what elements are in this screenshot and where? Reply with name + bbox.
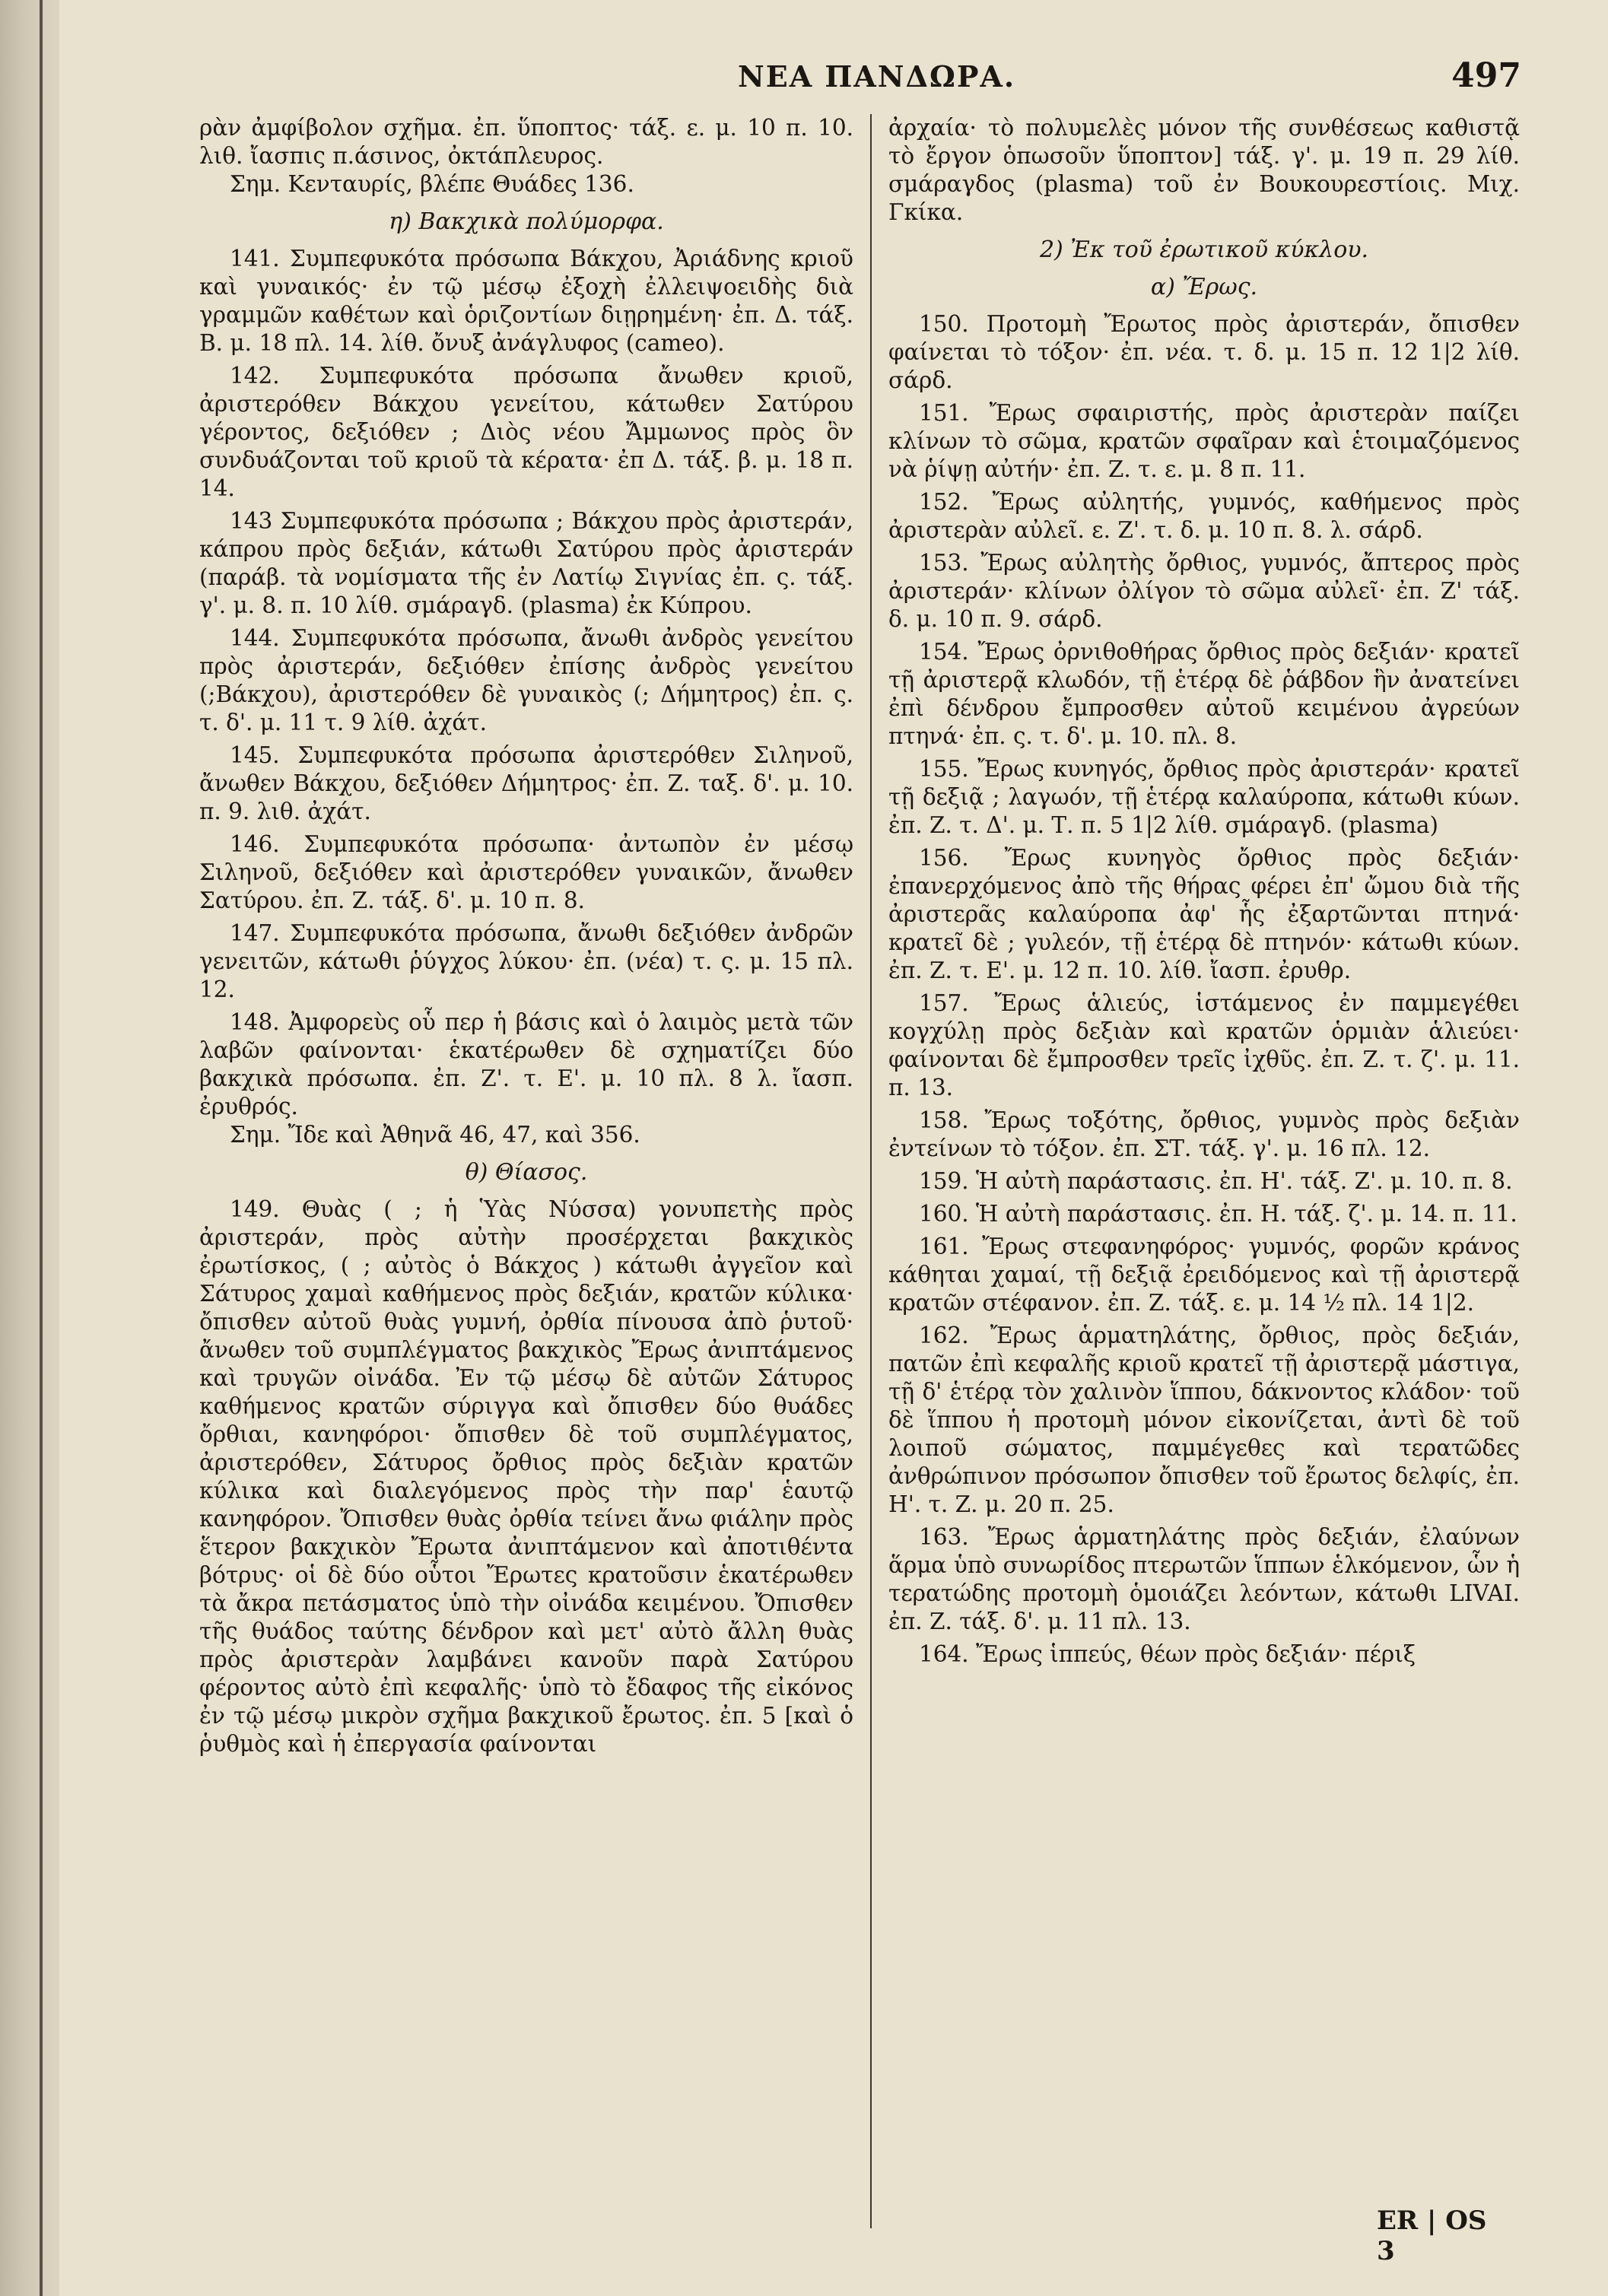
right-column [888, 114, 1520, 1669]
entry-paragraph: 164. Ἔρως ἱππεύς, θέων πρὸς δεξιάν· πέριξ [919, 1641, 1416, 1667]
entry-paragraph: 157. Ἔρως ἁλιεύς, ἱστάμενος ἐν παμμεγέθει κογχύλῃ πρὸς δεξιὰν καὶ κρατῶν ὁρμιὰν ἁλιεύει· φαίνονται δὲ ἔμπροσθεν τρεῖς ἰχθῦς. ἐπ. Ζ. τ. ζ'. μ. 11. π. 13. [888, 990, 1520, 1100]
entry-paragraph: 152. Ἔρως αὐλητής, γυμνός, καθήμενος πρὸς ἀριστερὰν αὐλεῖ. ε. Ζ'. τ. δ. μ. 10 π. 8. λ. σάρδ. [888, 489, 1520, 543]
entry-paragraph: ἀρχαία· τὸ πολυμελὲς μόνον τῆς συνθέσεως καθιστᾷ τὸ ἔργον ὁπωσοῦν ὕποπτον] τάξ. γ'. μ. 19 π. 29 λίθ. σμάραγδος (plasma) τοῦ ἐν Βουκουρεστίοις. Μιχ. Γκίκα. [888, 115, 1520, 225]
book-spine [0, 0, 59, 2296]
entry-paragraph: 150. Προτομὴ Ἔρωτος πρὸς ἀριστεράν, ὄπισθεν φαίνεται τὸ τόξον· ἐπ. νέα. τ. δ. μ. 15 π. 12 1|2 λίθ. σάρδ. [888, 311, 1520, 393]
column-divider [870, 114, 872, 2228]
entry-paragraph: 148. Ἀμφορεὺς οὗ περ ἡ βάσις καὶ ὁ λαιμὸς μετὰ τῶν λαβῶν φαίνονται· ἑκατέρωθεν δὲ σχηματίζει δύο βακχικὰ πρόσωπα. ἐπ. Ζ'. τ. Ε'. μ. 10 πλ. 8 λ. ἴασπ. ἐρυθρός. [199, 1009, 853, 1119]
section-heading: θ) Θίασος. [465, 1159, 588, 1186]
entry-paragraph: 143 Συμπεφυκότα πρόσωπα ; Βάκχου πρὸς ἀριστεράν, κάπρου πρὸς δεξιάν, κάτωθι Σατύρου πρὸς ἀριστεράν (παράβ. τὰ νομίσματα τῆς ἐν Λατίῳ Σιγνίας ἐπ. ς. τάξ. γ'. μ. 8. π. 10 λίθ. σμάραγδ. (plasma) ἐκ Κύπρου. [199, 508, 853, 618]
note-paragraph: Σημ. Ἴδε καὶ Ἀθηνᾶ 46, 47, καὶ 356. [230, 1122, 640, 1148]
section-heading: η) Βακχικὰ πολύμορφα. [389, 208, 664, 235]
entry-paragraph: 153. Ἔρως αὐλητὴς ὄρθιος, γυμνός, ἄπτερος πρὸς ἀριστεράν· κλίνων ὀλίγον τὸ σῶμα αὐλεῖ· ἐπ. Ζ' τάξ. δ. μ. 10 π. 9. σάρδ. [888, 550, 1520, 632]
entry-paragraph: 149. Θυὰς ( ; ἡ Ὑὰς Νύσσα) γονυπετὴς πρὸς ἀριστεράν, πρὸς αὐτὴν προσέρχεται βακχικὸς ἐρωτίσκος, ( ; αὐτὸς ὁ Βάκχος ) κάτωθι ἀγγεῖον καὶ Σάτυρος χαμαὶ καθήμενος πρὸς δεξιάν, κρατῶν κύλικα· ὄπισθεν αὐτοῦ θυὰς γυμνή, ὀρθία πίνουσα ἀπὸ ῥυτοῦ· ἄνωθεν τοῦ συμπλέγματος βακχικὸς Ἔρως ἀνιπτάμενος καὶ τρυγῶν οἰνάδα. Ἐν τῷ μέσῳ δὲ αὐτῶν Σάτυρος καθήμενος κρατῶν σύριγγα καὶ ὄπισθεν δύο θυάδες ὄρθιαι, κανηφόροι· ὄπισθεν δὲ τοῦ συμπλέγματος, ἀριστερόθεν, Σάτυρος ὄρθιος πρὸς δεξιὰν κρατῶν κύλικα καὶ διαλεγόμενος πρὸς τὴν παρ' ἑαυτῷ κανηφόρον. Ὄπισθεν θυὰς ὀρθία τείνει ἄνω φιάλην πρὸς ἕτερον βακχικὸν Ἔρωτα ἀνιπτάμενον καὶ ἀποτιθέντα βότρυς· οἱ δὲ δύο οὗτοι Ἔρωτες κρατοῦσιν ἑκατέρωθεν τὰ ἄκρα πετάσματος ὑπὸ τὴν οἰνάδα κειμένου. Ὄπισθεν τῆς θυάδος ταύτης δένδρον καὶ μετ' αὐτὸ ἄλλη θυὰς πρὸς ἀριστερὰν λαμβάνει κανοῦν παρὰ Σατύρου φέροντος αὐτὸ ἐπὶ κεφαλῆς· ὑπὸ τὸ ἔδαφος τῆς εἰκόνος ἐν τῷ μέσῳ μικρὸν σχῆμα βακχικοῦ ἔρωτος. ἐπ. 5 [καὶ ὁ ῥυθμὸς καὶ ἡ ἐπεργασία φαίνονται [199, 1196, 853, 1757]
entry-paragraph: 155. Ἔρως κυνηγός, ὄρθιος πρὸς ἀριστεράν· κρατεῖ τῇ δεξιᾷ ; λαγωόν, τῇ ἑτέρᾳ καλαύροπα, κάτωθι κύων. ἐπ. Ζ. τ. Δ'. μ. Τ. π. 5 1|2 λίθ. σμάραγδ. (plasma) [888, 756, 1520, 838]
running-title: ΝΕΑ ΠΑΝΔΩΡΑ. [738, 59, 1016, 94]
section-heading: α) Ἔρως. [1150, 274, 1258, 300]
entry-paragraph: ρὰν ἀμφίβολον σχῆμα. ἐπ. ὕποπτος· τάξ. ε. μ. 10 π. 10. λιθ. ἴασπις π.άσινος, ὀκτάπλευρος. [199, 115, 853, 169]
entry-paragraph: 156. Ἔρως κυνηγὸς ὄρθιος πρὸς δεξιάν· ἐπανερχόμενος ἀπὸ τῆς θήρας φέρει ἐπ' ὤμου διὰ τῆς ἀριστερᾶς καλαύροπα ἀφ' ἧς ἐξαρτῶνται πτηνά· κρατεῖ δὲ ; γυλεόν, τῇ ἑτέρᾳ δὲ πτηνόν· κάτωθι κύων. ἐπ. Ζ. τ. Ε'. μ. 12 π. 10. λίθ. ἴασπ. ἐρυθρ. [888, 845, 1520, 983]
entry-paragraph: 147. Συμπεφυκότα πρόσωπα, ἄνωθι δεξιόθεν ἀνδρῶν γενειτῶν, κάτωθι ῥύγχος λύκου· ἐπ. (νέα) τ. ς. μ. 15 πλ. 12. [199, 920, 853, 1002]
entry-paragraph: 160. Ἡ αὐτὴ παράστασις. ἐπ. Η. τάξ. ζ'. μ. 14. π. 11. [919, 1201, 1517, 1227]
entry-paragraph: 162. Ἔρως ἁρματηλάτης, ὄρθιος, πρὸς δεξιάν, πατῶν ἐπὶ κεφαλῆς κριοῦ κρατεῖ τῇ ἀριστερᾷ μάστιγα, τῇ δ' ἑτέρᾳ τὸν χαλινὸν ἵππου, δάκνοντος κλάδον· τοῦ δὲ ἵππου ἡ προτομὴ μόνον εἰκονίζεται, ἀντὶ δὲ τοῦ λοιποῦ σώματος, παμμέγεθες καὶ τερατῶδες ἀνθρώπινον πρόσωπον ὄπισθεν τοῦ ἔρωτος δελφίς, ἐπ. Η'. τ. Ζ. μ. 20 π. 25. [888, 1323, 1520, 1517]
entry-paragraph: 154. Ἔρως ὀρνιθοθήρας ὄρθιος πρὸς δεξιάν· κρατεῖ τῇ ἀριστερᾷ κλωδόν, τῇ ἑτέρᾳ δὲ ῥάβδον ἣν ἀνατείνει ἐπὶ δένδρου ἔμπροσθεν αὐτοῦ κειμένου ἀγρεύων πτηνά· ἐπ. ς. τ. δ'. μ. 10. πλ. 8. [888, 639, 1520, 749]
entry-paragraph: 163. Ἔρως ἁρματηλάτης πρὸς δεξιάν, ἐλαύνων ἅρμα ὑπὸ συνωρίδος πτερωτῶν ἵππων ἑλκόμενον, ὧν ἡ τερατώδης προτομὴ ὁμοιάζει λεόντων, κάτωθι LIVAI. ἐπ. Ζ. τάξ. δ'. μ. 11 πλ. 13. [888, 1524, 1520, 1634]
gutter-line [40, 0, 43, 2296]
entry-paragraph: 159. Ἡ αὐτὴ παράστασις. ἐπ. Η'. τάξ. Ζ'. μ. 10. π. 8. [919, 1168, 1513, 1194]
page-header [198, 56, 1521, 105]
signature-mark: ER | OS 3 [1377, 2205, 1487, 2266]
entry-paragraph: 146. Συμπεφυκότα πρόσωπα· ἀντωπὸν ἐν μέσῳ Σιληνοῦ, δεξιόθεν καὶ ἀριστερόθεν γυναικῶν, ἄνωθεν Σατύρου. ἐπ. Ζ. τάξ. δ'. μ. 10 π. 8. [199, 831, 853, 913]
entry-paragraph: 144. Συμπεφυκότα πρόσωπα, ἄνωθι ἀνδρὸς γενείτου πρὸς ἀριστεράν, δεξιόθεν ἐπίσης ἀνδρὸς γενείτου (;Βάκχου), ἀριστερόθεν δὲ γυναικὸς (; Δήμητρος) ἐπ. ς. τ. δ'. μ. 11 τ. 9 λίθ. ἀχάτ. [199, 625, 853, 735]
entry-paragraph: 151. Ἔρως σφαιριστής, πρὸς ἀριστερὰν παίζει κλίνων τὸ σῶμα, κρατῶν σφαῖραν καὶ ἑτοιμαζόμενος νὰ ῥίψῃ αὐτήν· ἐπ. Ζ. τ. ε. μ. 8 π. 11. [888, 400, 1520, 482]
left-column [199, 114, 853, 1758]
entry-paragraph: 158. Ἔρως τοξότης, ὄρθιος, γυμνὸς πρὸς δεξιὰν ἐντείνων τὸ τόξον. ἐπ. ΣΤ. τάξ. γ'. μ. 16 πλ. 12. [888, 1107, 1520, 1161]
entry-paragraph: 142. Συμπεφυκότα πρόσωπα ἄνωθεν κριοῦ, ἀριστερόθεν Βάκχου γενείτου, κάτωθεν Σατύρου γέροντος, δεξιόθεν ; Διὸς νέου Ἄμμωνος πρὸς ὃν συνδυάζονται τοῦ κριοῦ τὰ κέρατα· ἐπ Δ. τάξ. β. μ. 18 π. 14. [199, 363, 853, 501]
entry-paragraph: 145. Συμπεφυκότα πρόσωπα ἀριστερόθεν Σιληνοῦ, ἄνωθεν Βάκχου, δεξιόθεν Δήμητρος· ἐπ. Ζ. ταξ. δ'. μ. 10. π. 9. λιθ. ἀχάτ. [199, 742, 853, 824]
page-number: 497 [1451, 56, 1521, 95]
entry-paragraph: 141. Συμπεφυκότα πρόσωπα Βάκχου, Ἀριάδνης κριοῦ καὶ γυναικός· ἐν τῷ μέσῳ ἐξοχὴ ἐλλειψοειδὴς διὰ γραμμῶν καθέτων καὶ ὁριζοντίων διῃρημένη· ἐπ. Δ. τάξ. Β. μ. 18 πλ. 14. λίθ. ὄνυξ ἀνάγλυφος (cameo). [199, 246, 853, 356]
entry-paragraph: 161. Ἔρως στεφανηφόρος· γυμνός, φορῶν κράνος κάθηται χαμαί, τῇ δεξιᾷ ἐρειδόμενος καὶ τῇ ἀριστερᾷ κρατῶν στέφανον. ἐπ. Ζ. τάξ. ε. μ. 14 ½ πλ. 14 1|2. [888, 1234, 1520, 1316]
section-heading: 2) Ἐκ τοῦ ἐρωτικοῦ κύκλου. [1039, 237, 1369, 263]
note-paragraph: Σημ. Κενταυρίς, βλέπε Θυάδες 136. [230, 171, 634, 197]
